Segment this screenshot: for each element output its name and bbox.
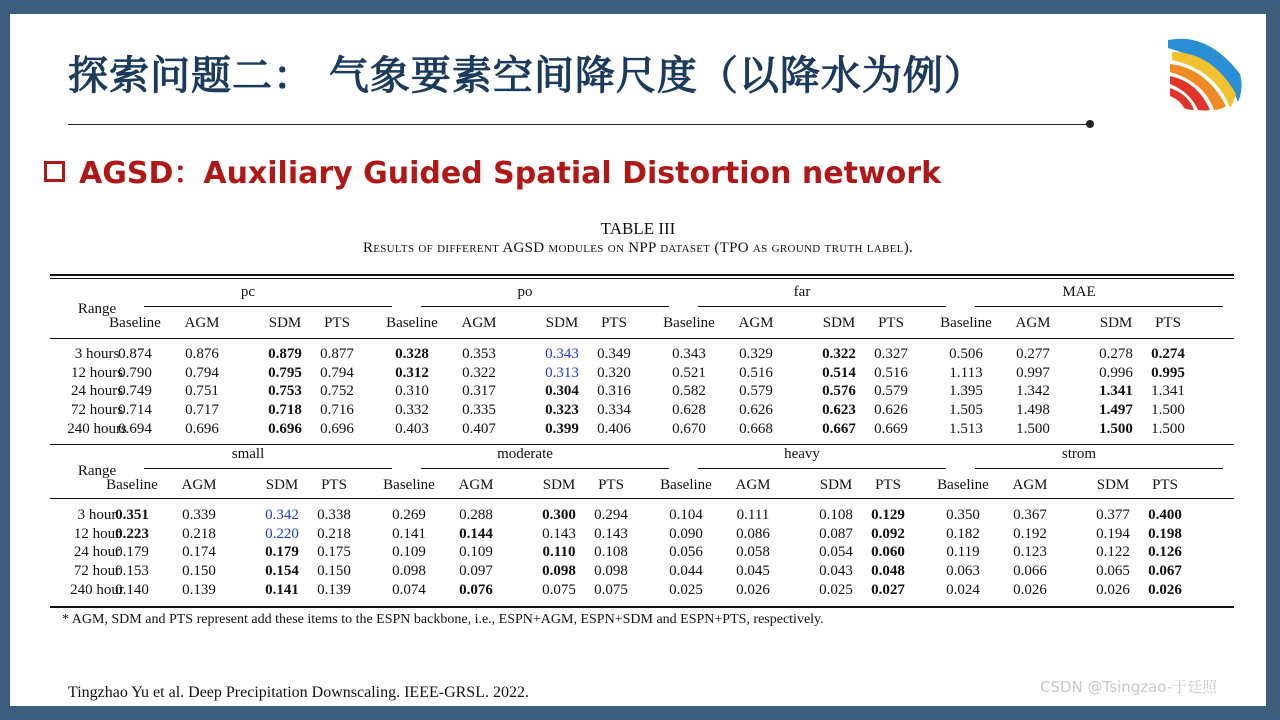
table-cell: 0.403: [395, 420, 429, 437]
table-cell: 1.513: [949, 420, 983, 437]
table-cell: 0.579: [874, 383, 908, 400]
column-header: Baseline: [109, 315, 161, 331]
table-cell: 0.521: [672, 364, 706, 381]
table-cell: 0.313: [545, 364, 579, 381]
column-header: Baseline: [106, 477, 158, 493]
group-underline: [421, 468, 669, 469]
table-cell: 0.626: [874, 402, 908, 419]
table-cell: 0.351: [115, 507, 149, 523]
column-header: AGM: [1015, 315, 1051, 331]
table-cell: 0.086: [736, 525, 770, 542]
table-cell: 0.879: [268, 346, 302, 362]
table-cell: 0.406: [597, 420, 631, 437]
table-cell: 0.794: [320, 364, 354, 381]
table-cell: 0.997: [1016, 364, 1050, 381]
table-cell: 0.795: [268, 364, 302, 381]
table-cell: 0.794: [185, 364, 219, 381]
column-header: SDM: [1096, 477, 1130, 493]
group-header: far: [793, 284, 811, 300]
table-cell: 0.074: [392, 581, 426, 598]
table-cell: 0.108: [594, 544, 628, 561]
table-cell: 0.182: [946, 525, 980, 542]
table-cell: 0.026: [1096, 581, 1130, 598]
table-cell: 0.696: [268, 420, 302, 437]
group-underline: [698, 306, 946, 307]
table-cell: 0.327: [874, 346, 908, 362]
table-cell: 0.174: [182, 544, 216, 561]
table-caption-subtitle: Results of different AGSD modules on NPP dataset (TPO as ground truth label).: [362, 240, 914, 256]
column-header: PTS: [321, 477, 347, 493]
table-cell: 0.714: [118, 402, 152, 419]
table-cell: 0.054: [819, 544, 853, 561]
table-cell: 0.696: [320, 420, 354, 437]
table-top-rule: [50, 274, 1234, 276]
watermark: CSDN @Tsingzao-于廷照: [1040, 678, 1218, 696]
table-cell: 0.108: [819, 507, 853, 523]
column-header: SDM: [268, 315, 302, 331]
table-cell: 0.063: [946, 563, 980, 580]
table-cell: 1.395: [949, 383, 983, 400]
table-cell: 0.407: [462, 420, 496, 437]
table-cell: 0.294: [594, 507, 628, 523]
table-cell: 0.090: [669, 525, 703, 542]
column-header: SDM: [265, 477, 299, 493]
range-cell: 240 hour: [70, 581, 124, 598]
table-footnote: * AGM, SDM and PTS represent add these items to the ESPN backbone, i.e., ESPN+AGM, ESPN+SDM and ESPN+PTS, respectively.: [62, 612, 824, 627]
table-cell: 0.153: [115, 563, 149, 580]
table-cell: 0.752: [320, 383, 354, 400]
section-divider-rule: [50, 444, 1234, 445]
range-cell: 3 hour: [77, 507, 117, 523]
table-cell: 0.323: [545, 402, 579, 419]
table-cell: 0.141: [392, 525, 426, 542]
table-cell: 0.343: [672, 346, 706, 362]
group-header: MAE: [1062, 284, 1096, 300]
slide-title: 探索问题二： 气象要素空间降尺度（以降水为例）: [68, 53, 985, 99]
table-cell: 0.342: [265, 507, 299, 523]
table-cell: 0.194: [1096, 525, 1130, 542]
range-header: Range: [77, 301, 117, 317]
table-cell: 0.338: [317, 507, 351, 523]
group-underline: [975, 306, 1223, 307]
table-cell: 0.098: [594, 563, 628, 580]
range-cell: 24 hour: [73, 544, 121, 561]
table-cell: 0.220: [265, 525, 299, 542]
table-cell: 0.274: [1151, 346, 1185, 362]
group-underline: [421, 306, 669, 307]
table-cell: 0.367: [1013, 507, 1047, 523]
table-caption-title: TABLE III: [600, 219, 676, 238]
table-cell: 0.753: [268, 383, 302, 400]
table-cell: 0.349: [597, 346, 631, 362]
table-cell: 0.154: [265, 563, 299, 580]
column-header: SDM: [545, 315, 579, 331]
range-cell: 72 hours: [70, 402, 124, 419]
table-cell: 0.328: [395, 346, 429, 362]
column-header: AGM: [458, 477, 494, 493]
table-cell: 0.075: [594, 581, 628, 598]
range-cell: 3 hours: [74, 346, 120, 362]
table-cell: 0.175: [317, 544, 351, 561]
column-header: AGM: [181, 477, 217, 493]
table-cell: 0.123: [1013, 544, 1047, 561]
table-cell: 0.669: [874, 420, 908, 437]
group-underline: [144, 468, 392, 469]
table-cell: 0.139: [182, 581, 216, 598]
table-cell: 0.334: [597, 402, 631, 419]
table-cell: 0.150: [182, 563, 216, 580]
column-header: PTS: [601, 315, 627, 331]
range-cell: 240 hours: [67, 420, 127, 437]
table-cell: 0.399: [545, 420, 579, 437]
table-cell: 1.113: [949, 364, 983, 381]
table-cell: 0.025: [819, 581, 853, 598]
table-cell: 0.140: [115, 581, 149, 598]
column-header: PTS: [878, 315, 904, 331]
table-cell: 0.516: [739, 364, 773, 381]
table-cell: 0.179: [115, 544, 149, 561]
column-header: AGM: [184, 315, 220, 331]
table-cell: 0.143: [542, 525, 576, 542]
table-cell: 0.278: [1099, 346, 1133, 362]
table-cell: 0.060: [871, 544, 905, 561]
table-cell: 0.048: [871, 563, 905, 580]
table-cell: 0.065: [1096, 563, 1130, 580]
table-cell: 0.576: [822, 383, 856, 400]
table-cell: 0.377: [1096, 507, 1130, 523]
table-cell: 0.332: [395, 402, 429, 419]
range-cell: 12 hours: [70, 364, 124, 381]
group-header: moderate: [497, 446, 553, 462]
table-cell: 0.066: [1013, 563, 1047, 580]
table-cell: 0.277: [1016, 346, 1050, 362]
group-header: po: [517, 284, 533, 300]
table-cell: 0.322: [822, 346, 856, 362]
table-cell: 0.320: [597, 364, 631, 381]
table-cell: 0.626: [739, 402, 773, 419]
table-cell: 0.353: [462, 346, 496, 362]
table-cell: 0.218: [317, 525, 351, 542]
table-cell: 0.304: [545, 383, 579, 400]
table-cell: 0.628: [672, 402, 706, 419]
table-cell: 0.109: [392, 544, 426, 561]
table-cell: 0.668: [739, 420, 773, 437]
column-header: AGM: [738, 315, 774, 331]
column-header: Baseline: [383, 477, 435, 493]
table-cell: 0.045: [736, 563, 770, 580]
table-cell: 1.341: [1099, 383, 1133, 400]
title-rule: [68, 124, 1088, 125]
header-bottom-rule: [50, 338, 1234, 339]
header-bottom-rule: [50, 498, 1234, 499]
table-cell: 0.043: [819, 563, 853, 580]
table-cell: 0.056: [669, 544, 703, 561]
citation: Tingzhao Yu et al. Deep Precipitation Downscaling. IEEE-GRSL. 2022.: [68, 684, 529, 701]
column-header: PTS: [1152, 477, 1178, 493]
table-cell: 0.514: [822, 364, 856, 381]
table-cell: 0.751: [185, 383, 219, 400]
table-cell: 0.111: [736, 507, 770, 523]
table-cell: 0.749: [118, 383, 152, 400]
table-cell: 0.790: [118, 364, 152, 381]
table-cell: 0.026: [736, 581, 770, 598]
group-header: strom: [1061, 446, 1097, 462]
table-cell: 0.026: [1013, 581, 1047, 598]
column-header: Baseline: [940, 315, 992, 331]
table-cell: 1.500: [1099, 420, 1133, 437]
slide: [10, 14, 1266, 706]
table-cell: 0.310: [395, 383, 429, 400]
table-cell: 0.506: [949, 346, 983, 362]
table-cell: 0.329: [739, 346, 773, 362]
group-header: small: [231, 446, 265, 462]
table-cell: 0.623: [822, 402, 856, 419]
table-cell: 0.696: [185, 420, 219, 437]
table-cell: 0.027: [871, 581, 905, 598]
column-header: Baseline: [937, 477, 989, 493]
table-cell: 0.874: [118, 346, 152, 362]
table-cell: 0.339: [182, 507, 216, 523]
table-cell: 0.192: [1013, 525, 1047, 542]
table-cell: 0.098: [392, 563, 426, 580]
table-cell: 1.500: [1151, 402, 1185, 419]
range-header: Range: [77, 463, 117, 479]
table-cell: 0.516: [874, 364, 908, 381]
column-header: SDM: [819, 477, 853, 493]
column-header: AGM: [735, 477, 771, 493]
column-header: Baseline: [386, 315, 438, 331]
column-header: SDM: [1099, 315, 1133, 331]
table-cell: 0.316: [597, 383, 631, 400]
bullet-heading-text: AGSD：Auxiliary Guided Spatial Distortion network: [79, 156, 942, 191]
column-header: Baseline: [663, 315, 715, 331]
table-cell: 0.097: [459, 563, 493, 580]
table-bottom-rule: [50, 606, 1234, 608]
range-cell: 72 hour: [73, 563, 121, 580]
column-header: AGM: [1012, 477, 1048, 493]
table-cell: 0.667: [822, 420, 856, 437]
range-cell: 24 hours: [70, 383, 124, 400]
table-cell: 0.144: [459, 525, 493, 542]
table-cell: 0.141: [265, 581, 299, 598]
table-top-rule-inner: [50, 278, 1234, 279]
table-cell: 0.109: [459, 544, 493, 561]
table-cell: 0.126: [1148, 544, 1182, 561]
table-cell: 1.500: [1151, 420, 1185, 437]
table-cell: 1.497: [1099, 402, 1133, 419]
column-header: PTS: [598, 477, 624, 493]
table-cell: 0.995: [1151, 364, 1185, 381]
table-cell: 0.335: [462, 402, 496, 419]
table-cell: 0.996: [1099, 364, 1133, 381]
table-cell: 0.092: [871, 525, 905, 542]
table-cell: 0.670: [672, 420, 706, 437]
table-cell: 0.024: [946, 581, 980, 598]
table-cell: 0.300: [542, 507, 576, 523]
table-cell: 0.075: [542, 581, 576, 598]
rule-end-dot: [1086, 120, 1094, 128]
table-cell: 0.218: [182, 525, 216, 542]
range-cell: 12 hour: [73, 525, 121, 542]
table-cell: 0.067: [1148, 563, 1182, 580]
table-cell: 0.087: [819, 525, 853, 542]
column-header: AGM: [461, 315, 497, 331]
column-header: PTS: [1155, 315, 1181, 331]
table-cell: 0.582: [672, 383, 706, 400]
group-header: heavy: [784, 446, 820, 462]
column-header: SDM: [822, 315, 856, 331]
hollow-square-bullet-icon: [44, 161, 65, 182]
table-cell: 1.341: [1151, 383, 1185, 400]
table-cell: 0.058: [736, 544, 770, 561]
table-cell: 0.343: [545, 346, 579, 362]
table-cell: 1.342: [1016, 383, 1050, 400]
column-header: Baseline: [660, 477, 712, 493]
table-cell: 0.143: [594, 525, 628, 542]
logo-icon: [1160, 30, 1250, 112]
table-cell: 0.122: [1096, 544, 1130, 561]
table-cell: 0.025: [669, 581, 703, 598]
table-cell: 0.129: [871, 507, 905, 523]
table-cell: 1.500: [1016, 420, 1050, 437]
table-cell: 0.718: [268, 402, 302, 419]
group-header: pc: [240, 284, 256, 300]
column-header: PTS: [324, 315, 350, 331]
table-cell: 1.505: [949, 402, 983, 419]
table-cell: 0.269: [392, 507, 426, 523]
table-cell: 0.223: [115, 525, 149, 542]
table-cell: 0.312: [395, 364, 429, 381]
table-cell: 0.026: [1148, 581, 1182, 598]
table-cell: 0.179: [265, 544, 299, 561]
table-cell: 0.876: [185, 346, 219, 362]
table-cell: 0.150: [317, 563, 351, 580]
table-cell: 0.322: [462, 364, 496, 381]
column-header: SDM: [542, 477, 576, 493]
bullet-heading: [44, 148, 941, 192]
table-cell: 0.098: [542, 563, 576, 580]
table-cell: 0.317: [462, 383, 496, 400]
table-cell: 0.350: [946, 507, 980, 523]
table-cell: 0.400: [1148, 507, 1182, 523]
table-cell: 0.877: [320, 346, 354, 362]
table-cell: 0.579: [739, 383, 773, 400]
table-cell: 0.716: [320, 402, 354, 419]
table-cell: 0.076: [459, 581, 493, 598]
table-cell: 1.498: [1016, 402, 1050, 419]
table-cell: 0.288: [459, 507, 493, 523]
table-cell: 0.139: [317, 581, 351, 598]
table-cell: 0.044: [669, 563, 703, 580]
table-cell: 0.694: [118, 420, 152, 437]
group-underline: [144, 306, 392, 307]
table-cell: 0.104: [669, 507, 703, 523]
group-underline: [975, 468, 1223, 469]
column-header: PTS: [875, 477, 901, 493]
table-cell: 0.110: [542, 544, 576, 561]
table-cell: 0.198: [1148, 525, 1182, 542]
table-cell: 0.717: [185, 402, 219, 419]
table-cell: 0.119: [946, 544, 980, 561]
group-underline: [698, 468, 946, 469]
